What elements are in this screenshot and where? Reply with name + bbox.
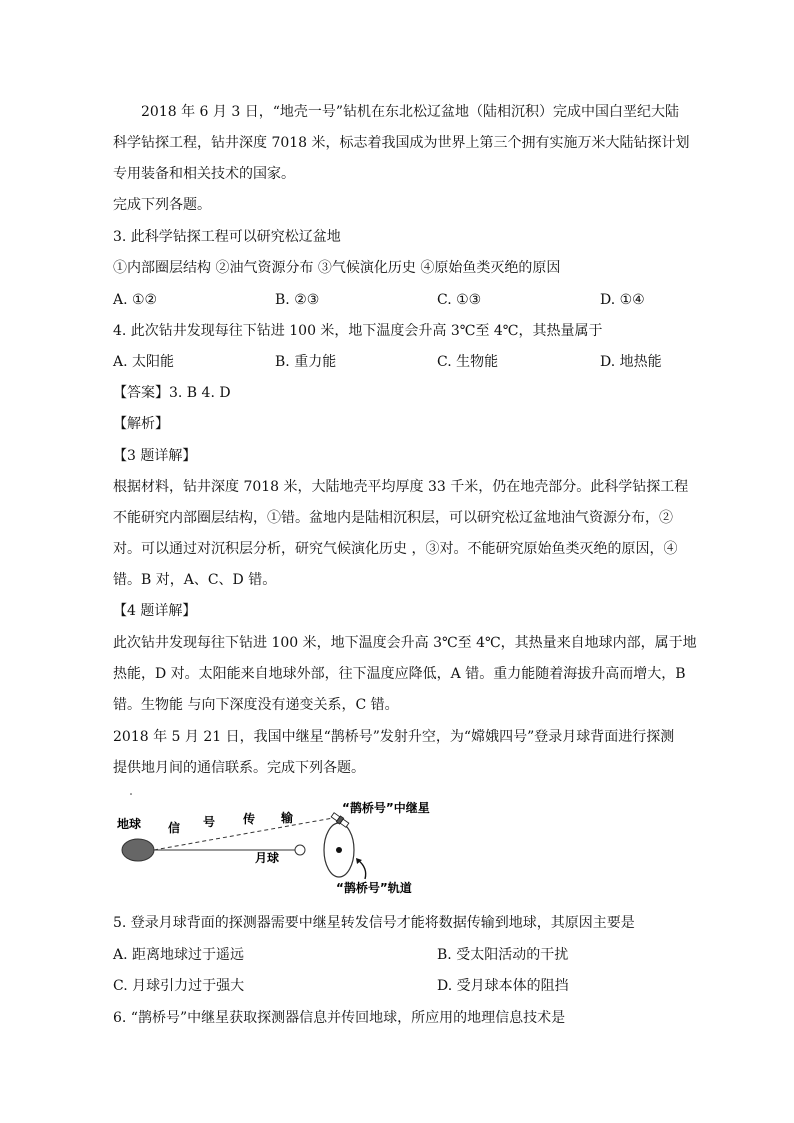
signal-label-1: 信 [168,821,181,835]
q5-option-d[interactable]: D. 受月球本体的阻挡 [437,978,569,994]
relay-label: “鹊桥号”中继星 [342,801,430,815]
q6-stem: 6. “鹊桥号”中继星获取探测器信息并传回地球，所应用的地理信息技术是 [113,1010,566,1026]
moon-shape [295,845,305,855]
detail-4-line-1: 此次钻井发现每往下钻进 100 米，地下温度会升高 3℃至 4℃，其热量来自地球内部，属于地 [113,635,697,651]
intro-line-3: 专用装备和相关技术的国家。 [113,166,295,182]
intro2-line-1: 2018 年 5 月 21 日，我国中继星“鹊桥号”发射升空，为“嫦娥四号”登录月球背面进行探测 [113,729,675,745]
q4-option-b[interactable]: B. 重力能 [275,354,337,370]
earth-label: 地球 [117,817,142,831]
moon-label: 月球 [255,851,280,865]
signal-label-2: 号 [203,815,216,829]
detail-3-line-3: 对。可以通过对沉积层分析，研究气候演化历史 ，③对。不能研究原始鱼类灭绝的原因，④ [113,541,678,557]
analysis-heading: 【解析】 [113,416,169,432]
detail-3-heading: 【3 题详解】 [113,448,197,464]
orbit-center-point [336,847,342,853]
intro-line-1: 2018 年 6 月 3 日，“地壳一号”钻机在东北松辽盆地（陆相沉积）完成中国白垩纪大陆 [141,104,680,120]
answer: 【答案】3. B 4. D [113,385,231,401]
q5-option-b[interactable]: B. 受太阳活动的干扰 [437,947,569,963]
q4-stem: 4. 此次钻井发现每往下钻进 100 米，地下温度会升高 3℃至 4℃，其热量属于 [113,323,603,339]
stray-dot [130,793,132,795]
earth-moon-relay-diagram [110,792,440,902]
q4-option-d[interactable]: D. 地热能 [600,354,662,370]
detail-3-line-4: 错。B 对，A、C、D 错。 [113,572,277,588]
detail-4-heading: 【4 题详解】 [113,603,197,619]
detail-4-line-3: 错。生物能 与向下深度没有递变关系，C 错。 [113,697,399,713]
detail-3-line-1: 根据材料，钻井深度 7018 米，大陆地壳平均厚度 33 千米，仍在地壳部分。此科学钻探工程 [113,479,689,495]
q3-items: ①内部圈层结构 ②油气资源分布 ③气候演化历史 ④原始鱼类灭绝的原因 [113,260,561,276]
earth-shape [122,839,154,861]
intro2-line-2: 提供地月间的通信联系。完成下列各题。 [113,760,365,776]
q5-option-c[interactable]: C. 月球引力过于强大 [113,978,245,994]
q4-option-a[interactable]: A. 太阳能 [113,354,175,370]
q3-option-c[interactable]: C. ①③ [437,292,482,308]
q3-option-a[interactable]: A. ①② [113,292,158,308]
intro-line-2: 科学钻探工程，钻井深度 7018 米，标志着我国成为世界上第三个拥有实施万米大陆钻探计划 [113,135,690,151]
q5-option-a[interactable]: A. 距离地球过于遥远 [113,947,245,963]
orbit-label: “鹊桥号”轨道 [336,881,412,895]
q3-stem: 3. 此科学钻探工程可以研究松辽盆地 [113,229,341,245]
q3-option-b[interactable]: B. ②③ [275,292,320,308]
detail-4-line-2: 热能，D 对。太阳能来自地球外部，往下温度应降低，A 错。重力能随着海拔升高而增大，B [113,666,686,682]
detail-3-line-2: 不能研究内部圈层结构，①错。盆地内是陆相沉积层，可以研究松辽盆地油气资源分布，② [113,510,673,526]
instruction: 完成下列各题。 [113,197,211,213]
signal-label-4: 输 [281,811,294,825]
q4-option-c[interactable]: C. 生物能 [437,354,499,370]
orbit-arrow [358,860,366,879]
q3-option-d[interactable]: D. ①④ [600,292,645,308]
signal-label-3: 传 [243,812,256,826]
q5-stem: 5. 登录月球背面的探测器需要中继星转发信号才能将数据传输到地球，其原因主要是 [113,915,635,931]
